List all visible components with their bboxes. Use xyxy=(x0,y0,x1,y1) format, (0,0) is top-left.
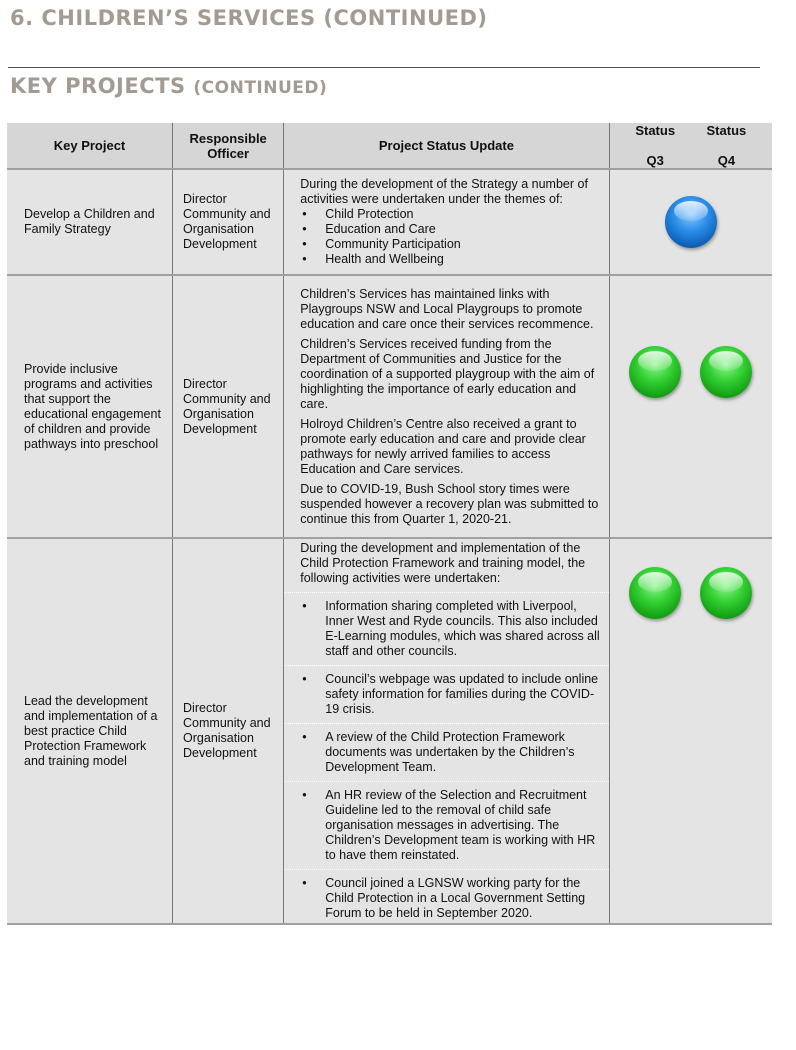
subtitle-continued: (CONTINUED) xyxy=(193,78,328,98)
update-paragraph: Children’s Services has maintained links with Playgroups NSW and Local Playgroups to promote education and care once their services recommence. xyxy=(300,286,594,331)
list-item: • Education and Care xyxy=(300,222,602,237)
update-bullet-list xyxy=(300,207,602,267)
header-divider xyxy=(8,67,760,68)
status-update-cell xyxy=(284,169,609,275)
subtitle-main: KEY PROJECTS xyxy=(10,74,194,98)
list-item: • Council’s webpage was updated to include online safety information for families during the COVID-19 crisis. xyxy=(300,672,602,717)
responsible-officer-cell: Director Community and Organisation Development xyxy=(173,275,284,538)
status-q3-indicator xyxy=(627,344,683,400)
header-key-project: Key Project xyxy=(7,123,173,169)
header-status-q3: Status Q3 xyxy=(635,123,676,168)
update-bullet-list xyxy=(300,788,602,863)
update-bullet-list xyxy=(300,599,602,659)
green-status-icon xyxy=(700,567,752,619)
update-divider xyxy=(284,869,608,870)
update-divider xyxy=(284,723,608,724)
status-cell xyxy=(609,275,772,538)
key-project-cell: Develop a Children and Family Strategy xyxy=(7,169,173,275)
header-officer-line1: Responsible xyxy=(189,130,267,146)
list-item: • A review of the Child Protection Framework documents was undertaken by the Children’s Development Team. xyxy=(300,730,602,775)
list-item: • Community Participation xyxy=(300,237,602,252)
key-projects-table xyxy=(7,123,772,925)
table-row xyxy=(7,538,772,924)
key-project-cell: Lead the development and implementation of a best practice Child Protection Framework and training model xyxy=(7,538,173,924)
status-q3-indicator xyxy=(663,194,719,250)
status-cell xyxy=(609,169,772,275)
update-bullet-list xyxy=(300,672,602,717)
list-item: • Child Protection xyxy=(300,207,602,222)
green-status-icon xyxy=(629,567,681,619)
update-paragraph: Due to COVID-19, Bush School story times were suspended however a recovery plan was submitted to continue this from Quarter 1, 2020-21. xyxy=(300,481,599,526)
header-officer-line2: Officer xyxy=(207,145,250,161)
update-bullet-list xyxy=(300,876,602,921)
blue-status-icon xyxy=(665,196,717,248)
status-update-cell xyxy=(284,538,609,924)
list-item: • Information sharing completed with Liverpool, Inner West and Ryde councils. This also included E-Learning modules, which was shared across all staff and other councils. xyxy=(300,599,602,659)
status-q4-indicator xyxy=(698,565,754,621)
table-header-row xyxy=(7,123,772,169)
table-row xyxy=(7,169,772,275)
responsible-officer-cell: Director Community and Organisation Development xyxy=(173,538,284,924)
header-status-q4: Status Q4 xyxy=(706,123,747,168)
page-subtitle xyxy=(10,74,327,98)
key-project-cell: Provide inclusive programs and activities that support the educational engagement of children and provide pathways into preschool xyxy=(7,275,173,538)
status-cell xyxy=(609,538,772,924)
list-item: • Health and Wellbeing xyxy=(300,252,602,267)
update-paragraph: Children’s Services received funding from the Department of Communities and Justice for the coordination of a supported playgroup with the aim of highlighting the importance of early education and care. xyxy=(300,336,595,411)
table-row xyxy=(7,275,772,538)
update-intro: During the development and implementation of the Child Protection Framework and training model, the following activities were undertaken: xyxy=(300,541,586,585)
responsible-officer-cell: Director Community and Organisation Development xyxy=(173,169,284,275)
update-bullet-list xyxy=(300,730,602,775)
header-status xyxy=(609,123,772,169)
green-status-icon xyxy=(700,346,752,398)
update-paragraph: Holroyd Children’s Centre also received a grant to promote early education and care and provide clear pathways for newly arrived families to access Education and Care services. xyxy=(300,416,586,476)
list-item: • Council joined a LGNSW working party for the Child Protection in a Local Government Setting Forum to be held in September 2020. xyxy=(300,876,602,921)
green-status-icon xyxy=(629,346,681,398)
header-responsible-officer xyxy=(173,123,284,169)
header-project-status-update: Project Status Update xyxy=(284,123,609,169)
update-divider xyxy=(284,592,608,593)
status-update-cell xyxy=(284,275,609,538)
update-divider xyxy=(284,665,608,666)
status-q4-indicator xyxy=(698,344,754,400)
update-intro: During the development of the Strategy a number of activities were undertaken under the themes of: xyxy=(300,177,588,206)
update-divider xyxy=(284,781,608,782)
list-item: • An HR review of the Selection and Recruitment Guideline led to the removal of child safe organisation messages in advertising. The Children’s Development team is working with HR to have them reinstated. xyxy=(300,788,602,863)
status-q3-indicator xyxy=(627,565,683,621)
section-title: 6. CHILDREN’S SERVICES (CONTINUED) xyxy=(10,6,488,30)
